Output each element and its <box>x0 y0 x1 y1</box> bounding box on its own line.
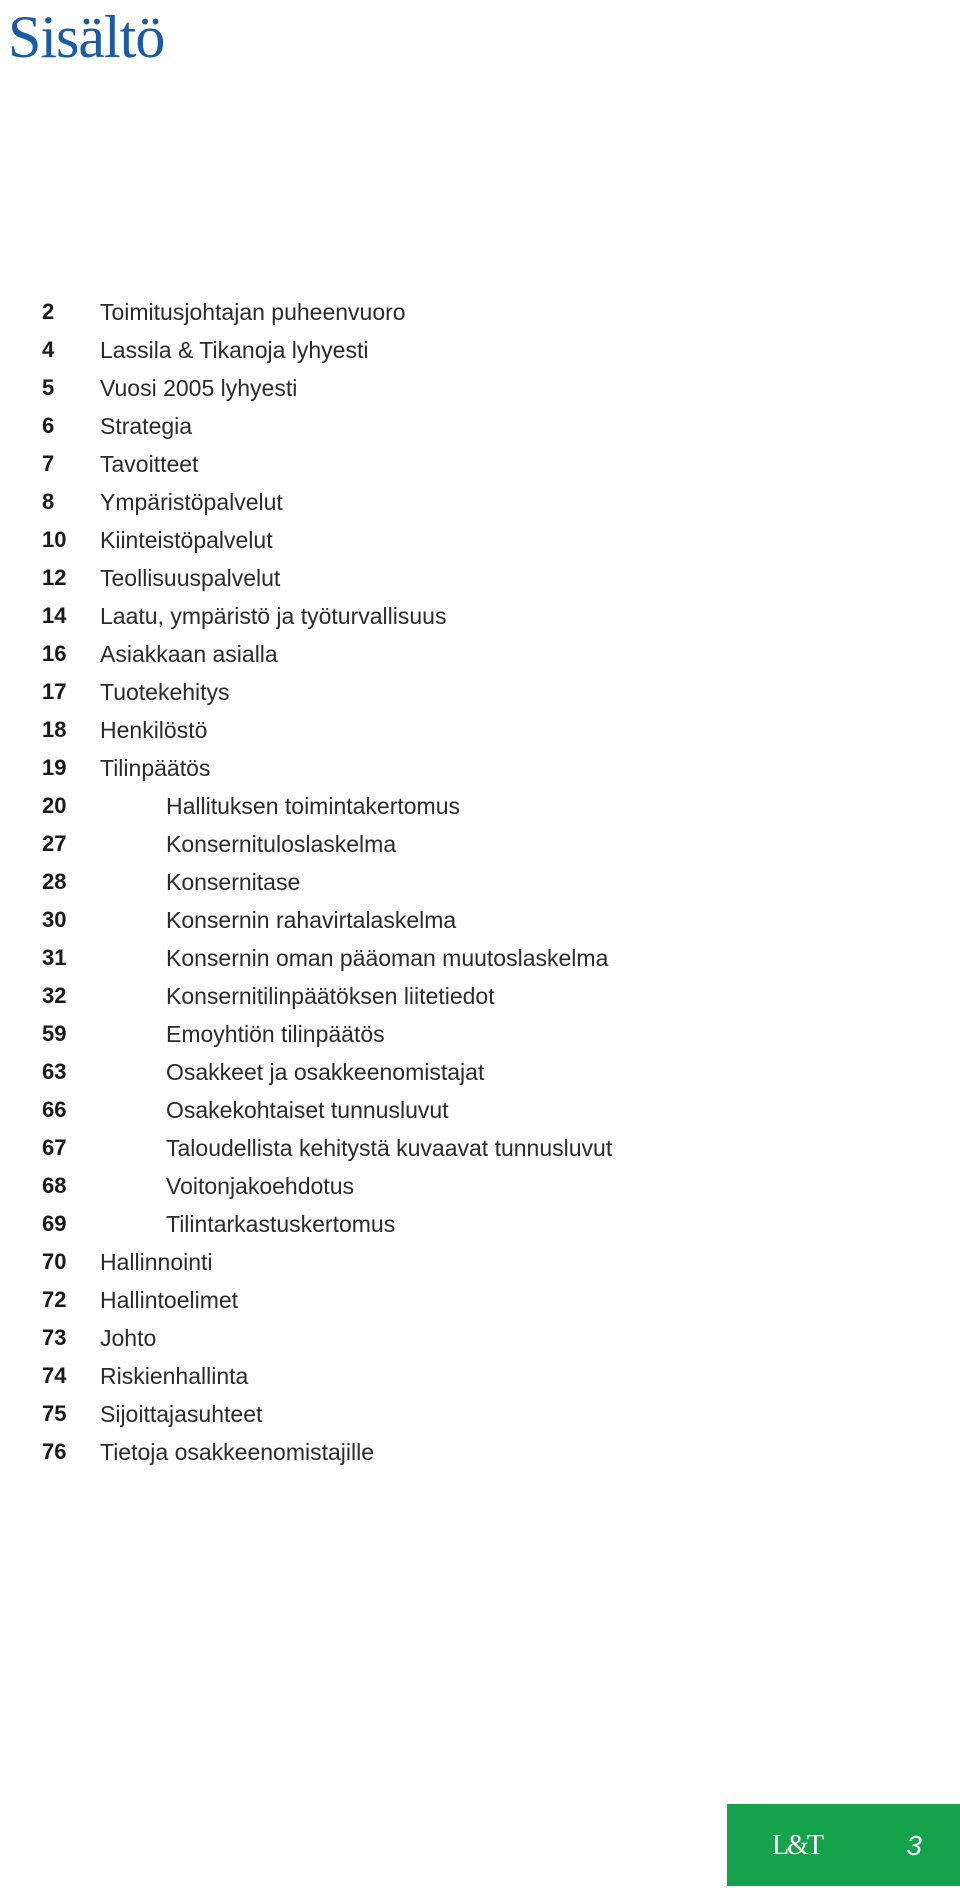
toc-page-number: 30 <box>42 907 67 932</box>
toc-entry <box>0 293 960 331</box>
toc-entry-label: Strategia <box>100 413 193 439</box>
table-of-contents <box>0 293 960 1471</box>
toc-page-number: 4 <box>42 337 55 362</box>
page-title: Sisältö <box>8 4 165 70</box>
toc-page-number: 32 <box>42 983 67 1008</box>
toc-entry-label: Asiakkaan asialla <box>100 641 278 667</box>
toc-entry-label: Laatu, ympäristö ja työturvallisuus <box>100 603 447 629</box>
toc-entry-label: Konsernitilinpäätöksen liitetiedot <box>166 983 495 1009</box>
toc-page-number: 8 <box>42 489 55 514</box>
toc-page-number: 14 <box>42 603 67 628</box>
toc-entry <box>0 1357 960 1395</box>
toc-entry-label: Konsernin oman pääoman muutoslaskelma <box>166 945 609 971</box>
toc-entry <box>0 711 960 749</box>
toc-page-number: 28 <box>42 869 67 894</box>
toc-entry-label: Hallintoelimet <box>100 1287 239 1313</box>
toc-entry <box>0 1129 960 1167</box>
toc-entry-label: Konsernin rahavirtalaskelma <box>166 907 457 933</box>
toc-entry-label: Konsernituloslaskelma <box>166 831 397 857</box>
toc-entry <box>0 1205 960 1243</box>
toc-entry-label: Tavoitteet <box>100 451 199 477</box>
toc-page-number: 31 <box>42 945 67 970</box>
toc-entry-label: Konsernitase <box>166 869 301 895</box>
toc-page-number: 19 <box>42 755 67 780</box>
toc-page-number: 67 <box>42 1135 67 1160</box>
toc-entry-label: Hallituksen toimintakertomus <box>166 793 461 819</box>
toc-page-number: 27 <box>42 831 67 856</box>
toc-entry <box>0 1319 960 1357</box>
toc-page-number: 7 <box>42 451 55 476</box>
toc-page-number: 72 <box>42 1287 67 1312</box>
toc-page-number: 20 <box>42 793 67 818</box>
toc-entry <box>0 673 960 711</box>
toc-page-number: 17 <box>42 679 67 704</box>
page-number: 3 <box>906 1830 922 1861</box>
toc-entry-label: Osakkeet ja osakkeenomistajat <box>166 1059 485 1085</box>
toc-entry-label: Taloudellista kehitystä kuvaavat tunnusluvut <box>166 1135 613 1161</box>
toc-entry <box>0 939 960 977</box>
toc-entry <box>0 977 960 1015</box>
toc-page-number: 18 <box>42 717 67 742</box>
toc-entry-label: Hallinnointi <box>100 1249 213 1275</box>
company-logo: L&T <box>772 1830 822 1861</box>
toc-entry <box>0 1015 960 1053</box>
toc-page-number: 74 <box>42 1363 67 1388</box>
toc-entry-label: Sijoittajasuhteet <box>100 1401 263 1427</box>
toc-entry-label: Osakekohtaiset tunnusluvut <box>166 1097 449 1123</box>
toc-page-number: 6 <box>42 413 55 438</box>
toc-page-number: 10 <box>42 527 67 552</box>
toc-entry-label: Tietoja osakkeenomistajille <box>100 1439 375 1465</box>
toc-page-number: 63 <box>42 1059 67 1084</box>
toc-entry <box>0 445 960 483</box>
toc-entry <box>0 1091 960 1129</box>
toc-entry <box>0 521 960 559</box>
toc-entry <box>0 1395 960 1433</box>
toc-page-number: 12 <box>42 565 67 590</box>
toc-entry <box>0 863 960 901</box>
toc-entry <box>0 1053 960 1091</box>
toc-page-number: 59 <box>42 1021 67 1046</box>
toc-entry <box>0 749 960 787</box>
toc-entry <box>0 787 960 825</box>
toc-entry-label: Vuosi 2005 lyhyesti <box>100 375 298 401</box>
toc-page-number: 5 <box>42 375 55 400</box>
toc-entry <box>0 407 960 445</box>
toc-entry-label: Voitonjakoehdotus <box>166 1173 354 1199</box>
toc-page-number: 2 <box>42 299 55 324</box>
toc-page-number: 70 <box>42 1249 67 1274</box>
toc-entry <box>0 483 960 521</box>
toc-page-number: 68 <box>42 1173 67 1198</box>
toc-entry <box>0 1243 960 1281</box>
toc-entry <box>0 1281 960 1319</box>
toc-page-number: 16 <box>42 641 67 666</box>
toc-entry <box>0 597 960 635</box>
toc-entry-label: Toimitusjohtajan puheenvuoro <box>100 299 406 325</box>
toc-entry <box>0 369 960 407</box>
toc-entry-label: Emoyhtiön tilinpäätös <box>166 1021 385 1047</box>
toc-entry-label: Riskienhallinta <box>100 1363 249 1389</box>
toc-page-number: 66 <box>42 1097 67 1122</box>
toc-page-number: 76 <box>42 1439 67 1464</box>
toc-entry <box>0 901 960 939</box>
toc-entry <box>0 331 960 369</box>
toc-entry-label: Ympäristöpalvelut <box>100 489 283 515</box>
toc-page-number: 73 <box>42 1325 67 1350</box>
toc-entry-label: Tilintarkastuskertomus <box>166 1211 396 1237</box>
toc-entry <box>0 1433 960 1471</box>
toc-entry <box>0 559 960 597</box>
toc-entry <box>0 825 960 863</box>
toc-entry <box>0 635 960 673</box>
toc-page-number: 75 <box>42 1401 67 1426</box>
toc-entry-label: Teollisuuspalvelut <box>100 565 281 591</box>
toc-entry-label: Henkilöstö <box>100 717 208 743</box>
toc-entry-label: Tuotekehitys <box>100 679 230 705</box>
toc-entry <box>0 1167 960 1205</box>
toc-page-number: 69 <box>42 1211 67 1236</box>
toc-entry-label: Johto <box>100 1325 157 1351</box>
toc-entry-label: Tilinpäätös <box>100 755 211 781</box>
footer-badge <box>727 1804 960 1886</box>
toc-entry-label: Lassila & Tikanoja lyhyesti <box>100 337 369 363</box>
toc-entry-label: Kiinteistöpalvelut <box>100 527 273 553</box>
